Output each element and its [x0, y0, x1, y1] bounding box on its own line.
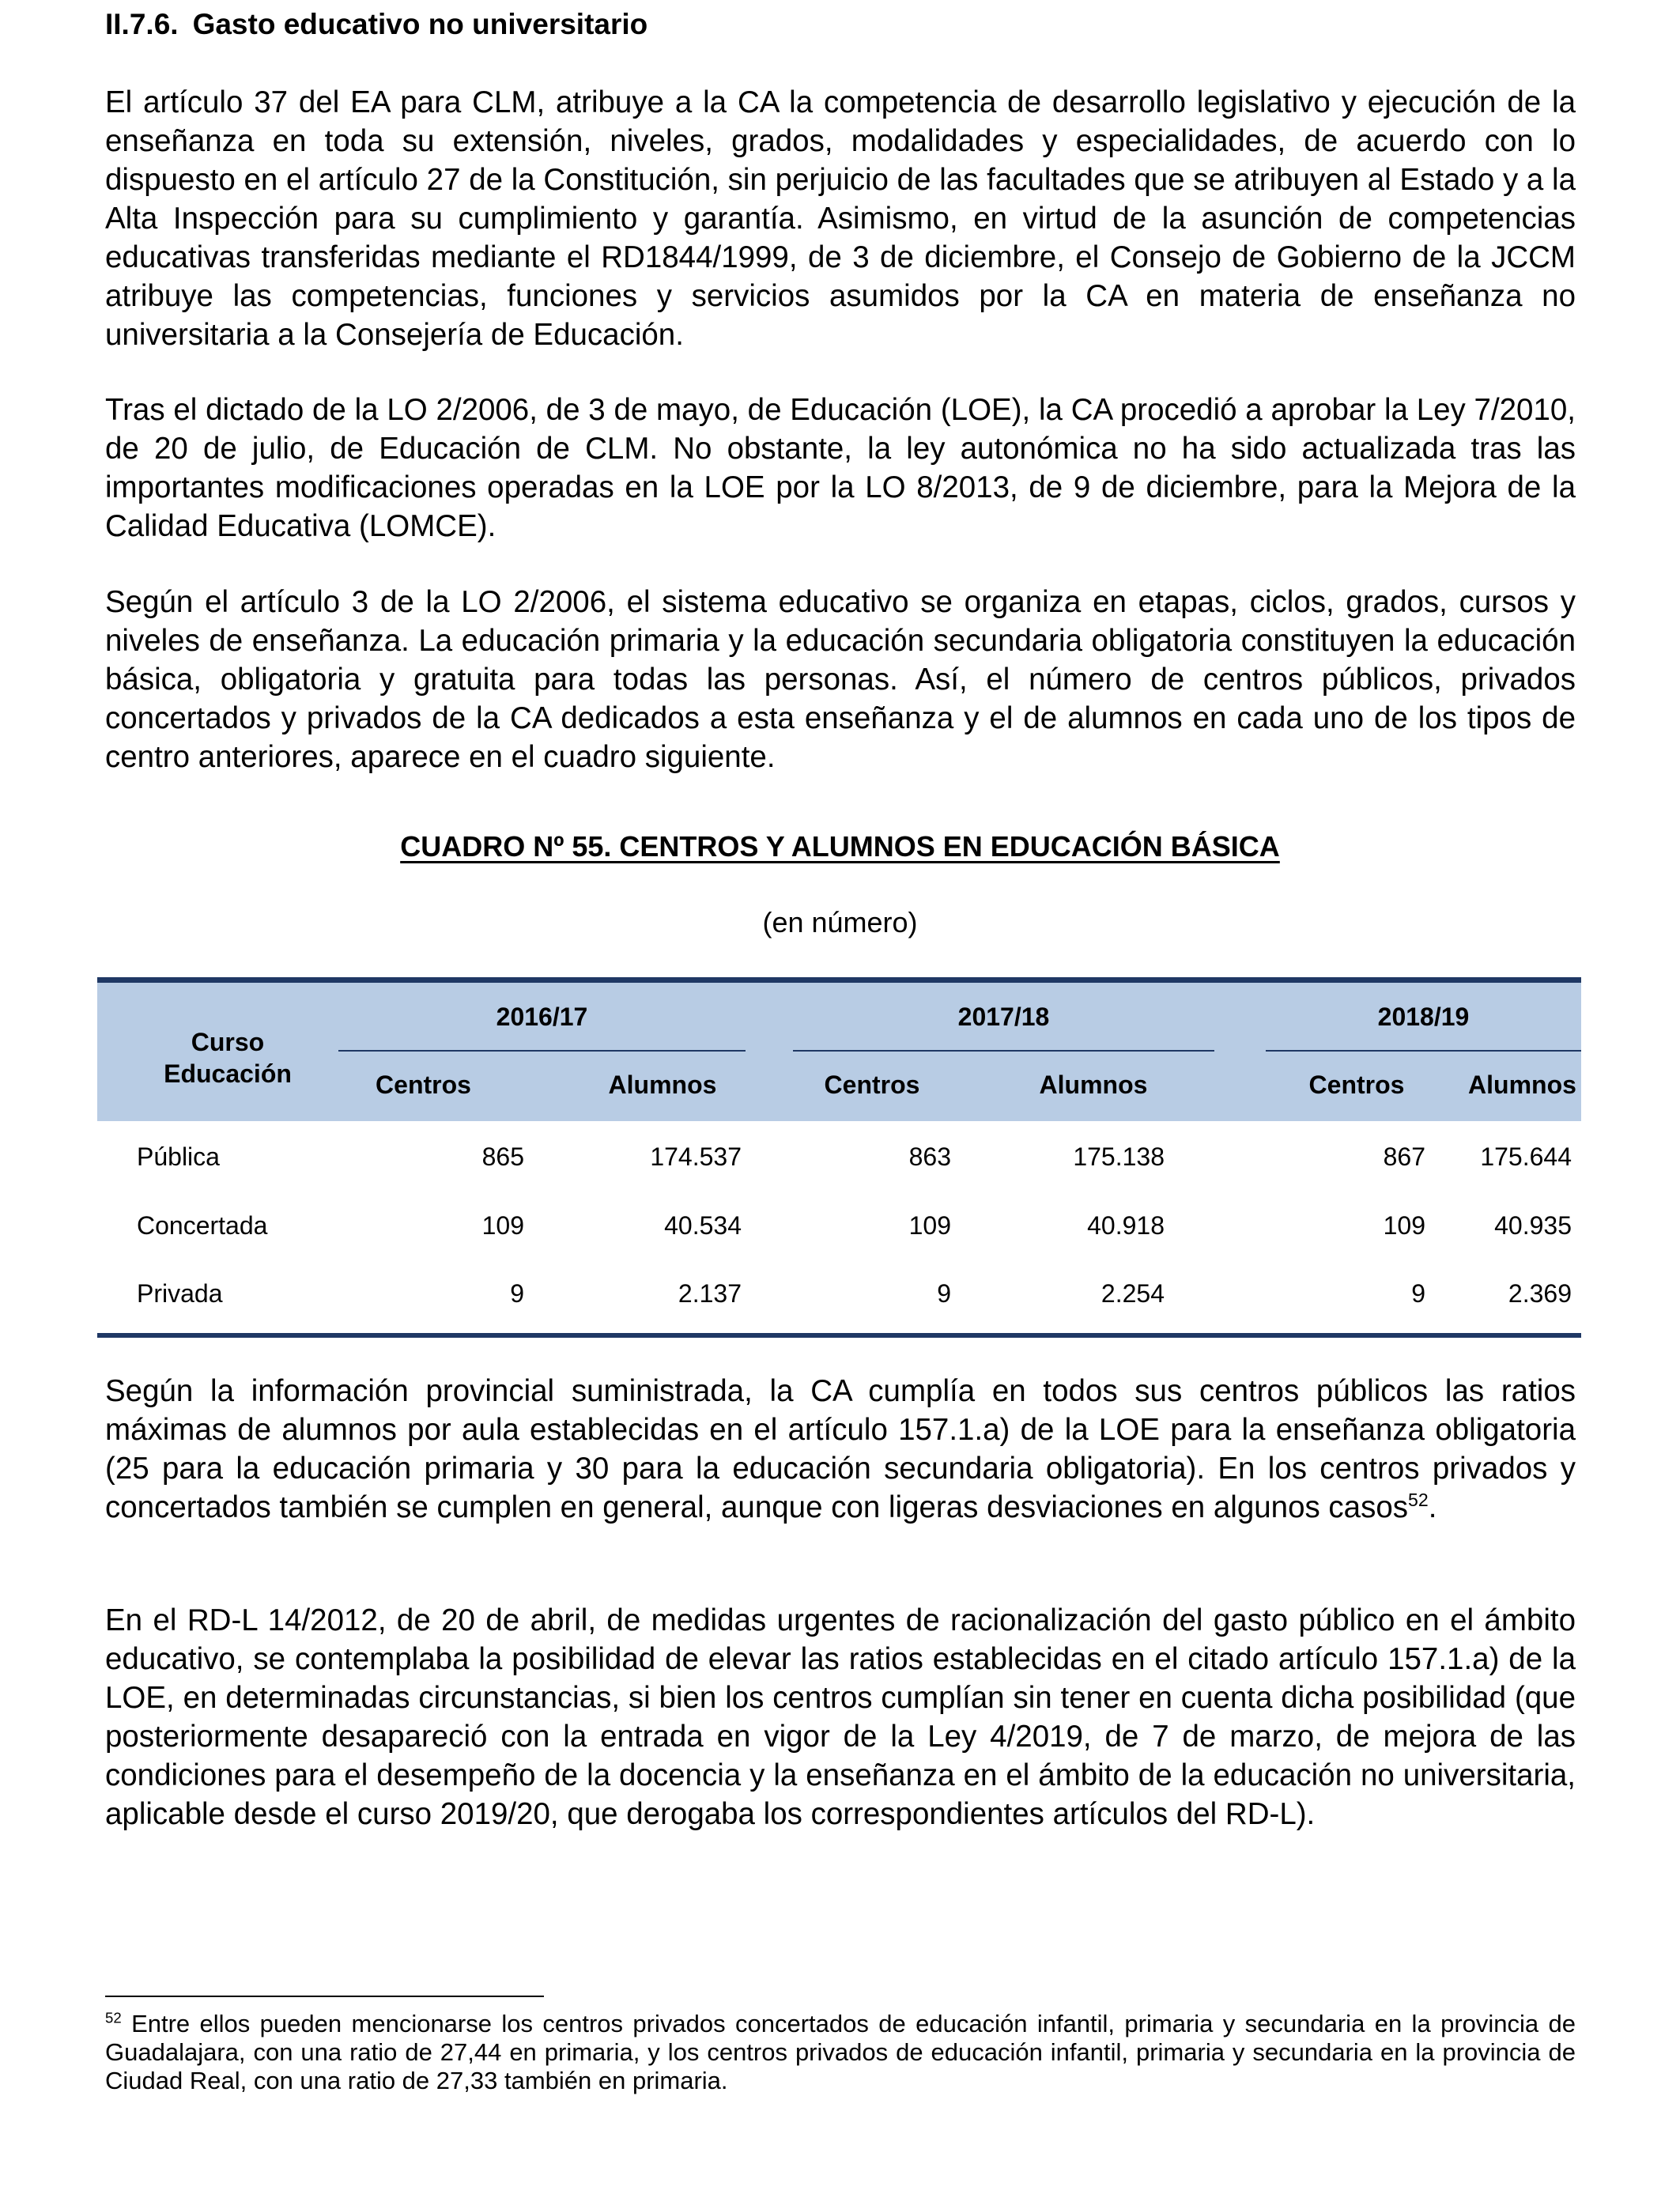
- table-cell: 9: [1411, 1279, 1425, 1308]
- section-number: II.7.6.: [105, 8, 179, 40]
- row-label-privada: Privada: [137, 1279, 223, 1308]
- table-cell: 867: [1383, 1142, 1425, 1171]
- table-cell: 9: [510, 1279, 524, 1308]
- table-cell: 109: [481, 1211, 524, 1240]
- subheader-centros: Centros: [1308, 1071, 1405, 1099]
- footnote-separator: [105, 1996, 544, 1997]
- header-year-2016-17: 2016/17: [496, 1003, 588, 1031]
- table-cell: 40.534: [664, 1211, 742, 1240]
- subheader-alumnos: Alumnos: [1468, 1071, 1576, 1099]
- centros-alumnos-table: [97, 977, 1581, 1341]
- table-bottom-rule: [97, 1333, 1581, 1338]
- table-cell: 9: [937, 1279, 951, 1308]
- table-cell: 40.918: [1087, 1211, 1165, 1240]
- table-cell: 2.369: [1508, 1279, 1572, 1308]
- subheader-centros: Centros: [376, 1071, 471, 1099]
- subheader-alumnos: Alumnos: [1039, 1071, 1148, 1099]
- header-year-2017-18: 2017/18: [957, 1003, 1050, 1031]
- header-year-2018-19: 2018/19: [1377, 1003, 1470, 1031]
- table-cell: 175.644: [1480, 1142, 1572, 1171]
- table-cell: 40.935: [1494, 1211, 1572, 1240]
- subheader-centros: Centros: [824, 1071, 920, 1099]
- paragraph-ratios: Según la información provincial suministrada, la CA cumplía en todos sus centros públicos las ratios máximas de alumnos por aula establecidas en el artículo 157.1.a) de la LOE para la enseñanza obligatoria (25 para la educación primaria y 30 para la educación secundaria obligatoria). En los centros privados y concertados también se cumplen en general, aunque con ligeras desviaciones en algunos casos$^{52}$.: [105, 1374, 1576, 1524]
- group-divider: [1266, 1050, 1581, 1052]
- table-subtitle: (en número): [762, 906, 918, 938]
- row-label-publica: Pública: [137, 1142, 220, 1171]
- section-title: Gasto educativo no universitario: [192, 8, 648, 40]
- table-cell: 109: [1383, 1211, 1425, 1240]
- row-label-concertada: Concertada: [137, 1211, 268, 1240]
- footnote-text: Entre ellos pueden mencionarse los centros privados concertados de educación infantil, primaria y secundaria en la provincia de Guadalajara, con una ratio de 27,44 en primaria, y los centros privados de educación infantil, primaria y secundaria en la provincia de Ciudad Real, con una ratio de 27,33 también en primaria.: [105, 2010, 1576, 2094]
- footnote-number: 52: [105, 2009, 122, 2026]
- table-cell: 174.537: [650, 1142, 742, 1171]
- table-title: CUADRO Nº 55. CENTROS Y ALUMNOS EN EDUCACIÓN BÁSICA: [400, 830, 1280, 863]
- group-divider: [793, 1050, 1214, 1052]
- paragraph-sistema-educativo: Según el artículo 3 de la LO 2/2006, el sistema educativo se organiza en etapas, ciclos, grados, cursos y niveles de enseñanza. La educación primaria y la educación secundaria obligatoria constituyen la educación básica, obligatoria y gratuita para todas las personas. Así, el número de centros públicos, privados concertados y privados de la CA dedicados a esta enseñanza y el de alumnos en cada uno de los tipos de centro anteriores, aparece en el cuadro siguiente.: [105, 585, 1576, 774]
- table-cell: 2.254: [1100, 1279, 1165, 1308]
- header-educacion: Educación: [164, 1059, 292, 1088]
- footnote: [105, 2010, 1576, 2095]
- group-divider: [338, 1050, 746, 1052]
- subheader-alumnos: Alumnos: [608, 1071, 717, 1099]
- paragraph-competencias: El artículo 37 del EA para CLM, atribuye a la CA la competencia de desarrollo legislativo y ejecución de la enseñanza en toda su extensión, niveles, grados, modalidades y especialidades, de acuerdo con lo dispuesto en el artículo 27 de la Constitución, sin perjuicio de las facultades que se atribuyen al Estado y a la Alta Inspección para su cumplimiento y garantía. Asimismo, en virtud de la asunción de competencias educativas transferidas mediante el RD1844/1999, de 3 de diciembre, el Consejo de Gobierno de la JCCM atribuye las competencias, funciones y servicios asumidos por la CA en materia de enseñanza no universitaria a la Consejería de Educación.: [105, 85, 1576, 352]
- table-cell: 863: [908, 1142, 951, 1171]
- paragraph-loe: Tras el dictado de la LO 2/2006, de 3 de mayo, de Educación (LOE), la CA procedió a aprobar la Ley 7/2010, de 20 de julio, de Educación de CLM. No obstante, la ley autonómica no ha sido actualizada tras las importantes modificaciones operadas en la LOE por la LO 8/2013, de 9 de diciembre, para la Mejora de la Calidad Educativa (LOMCE).: [105, 393, 1576, 543]
- paragraph-rdl: En el RD-L 14/2012, de 20 de abril, de medidas urgentes de racionalización del gasto público en el ámbito educativo, se contemplaba la posibilidad de elevar las ratios establecidas en el citado artículo 157.1.a) de la LOE, en determinadas circunstancias, si bien los centros cumplían sin tener en cuenta dicha posibilidad (que posteriormente desapareció con la entrada en vigor de la Ley 4/2019, de 7 de marzo, de mejora de las condiciones para el desempeño de la docencia y la enseñanza en el ámbito de la educación no universitaria, aplicable desde el curso 2019/20, que derogaba los correspondientes artículos del RD-L).: [105, 1603, 1576, 1831]
- header-curso: Curso: [191, 1028, 265, 1056]
- table-cell: 175.138: [1073, 1142, 1165, 1171]
- footnote-reference[interactable]: 52: [1408, 1490, 1429, 1511]
- table-cell: 865: [481, 1142, 524, 1171]
- section-heading: [105, 8, 647, 41]
- table-cell: 109: [908, 1211, 951, 1240]
- table-cell: 2.137: [678, 1279, 742, 1308]
